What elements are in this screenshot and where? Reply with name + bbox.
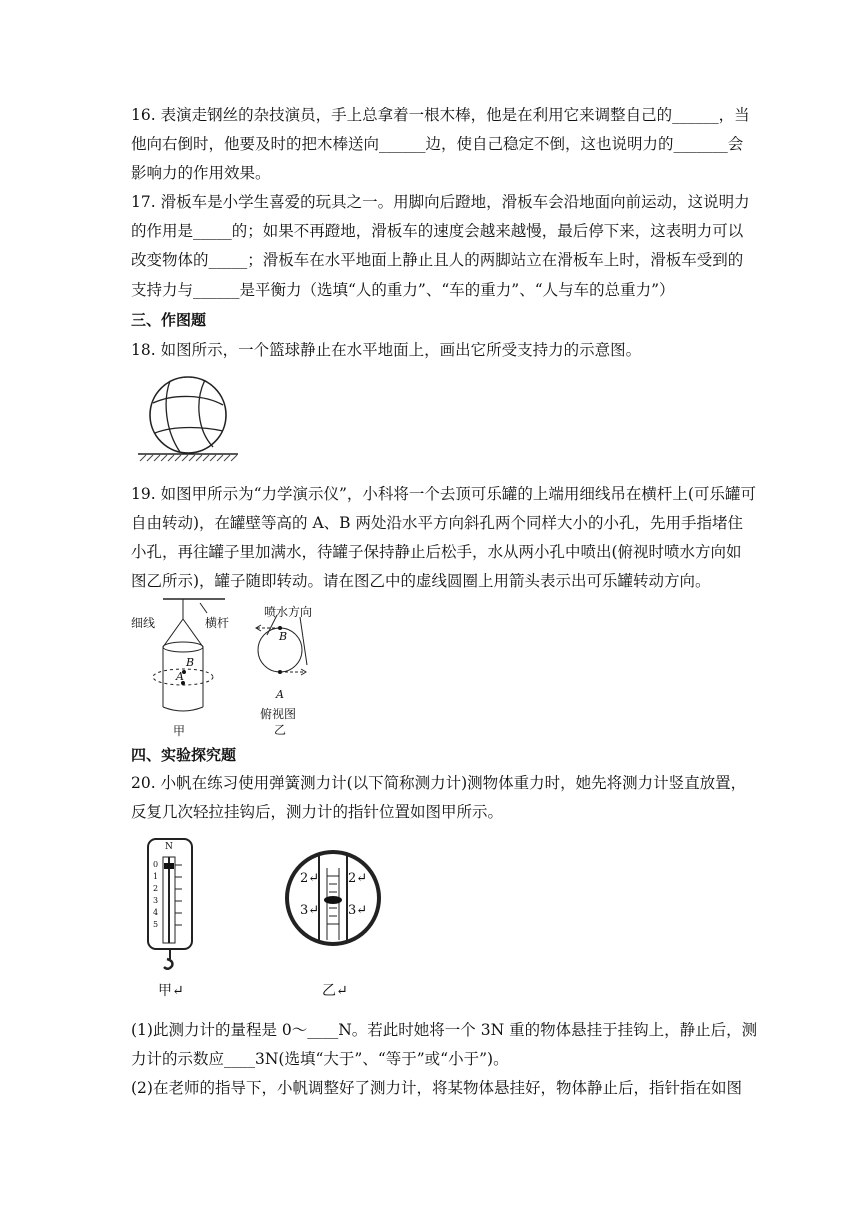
q19-line4: 图乙所示)，罐子随即转动。请在图乙中的虚线圆圈上用箭头表示出可乐罐转动方向。 (131, 572, 711, 590)
label-jia-fig20: 甲↵ (158, 983, 184, 999)
label-yi-fig19: 乙 (274, 723, 287, 737)
spring-scale-figure (140, 835, 200, 975)
label-xixian: 细线 (131, 616, 156, 630)
label-fushitu: 俯视图 (260, 707, 297, 721)
q18-text: 18. 如图所示，一个篮球静止在水平地面上，画出它所受支持力的示意图。 (131, 341, 642, 359)
scale-number-2: 2 (153, 884, 159, 893)
scale-number-0: 0 (153, 860, 159, 869)
scale-unit: N (165, 842, 173, 852)
scale-number-5: 5 (153, 920, 159, 929)
dial-mark-2-left: 2↵ (300, 871, 320, 886)
magnified-dial-figure (283, 848, 383, 948)
scale-number-4: 4 (153, 908, 159, 917)
label-henggan: 横杆 (205, 616, 230, 630)
label-penshui: 喷水方向 (264, 605, 313, 619)
q17-line4: 支持力与______是平衡力（选填“人的重力”、“车的重力”、“人与车的总重力”） (131, 281, 675, 299)
q20-part1-line1: (1)此测力计的量程是 0～____N。若此时她将一个 3N 重的物体悬挂于挂钩上，静止后，测 (131, 1021, 758, 1039)
dial-mark-3-left: 3↵ (300, 903, 320, 918)
section-heading-3: 三、作图题 (131, 311, 207, 329)
scale-number-1: 1 (153, 872, 159, 881)
q20-line1: 20. 小帆在练习使用弹簧测力计(以下简称测力计)测物体重力时，她先将测力计竖直放置， (131, 774, 747, 792)
q19-line1: 19. 如图甲所示为“力学演示仪”，小科将一个去顶可乐罐的上端用细线吊在横杆上(可乐罐可 (131, 485, 756, 503)
q17-line1: 17. 滑板车是小学生喜爱的玩具之一。用脚向后蹬地，滑板车会沿地面向前运动，这说明力 (131, 193, 750, 211)
q17-line2: 的作用是_____的；如果不再蹬地，滑板车的速度会越来越慢，最后停下来，这表明力可以 (131, 222, 744, 240)
dial-mark-2-right: 2↵ (348, 871, 368, 886)
q16-line3: 影响力的作用效果。 (131, 164, 271, 182)
basketball-figure (135, 375, 245, 465)
label-yi-fig20: 乙↵ (322, 983, 348, 999)
label-b-jia: B (186, 656, 195, 669)
label-b-yi: B (279, 630, 288, 643)
label-a-jia: A (176, 670, 184, 683)
q16-line2: 他向右倒时，他要及时的把木棒送向______边，使自己稳定不倒，这也说明力的_______会 (131, 135, 744, 153)
q20-part1-line2: 力计的示数应____3N(选填“大于”、“等于”或“小于”)。 (131, 1050, 509, 1068)
label-a-yi: A (276, 688, 284, 701)
q16-line1: 16. 表演走钢丝的杂技演员，手上总拿着一根木棒，他是在利用它来调整自己的______，当 (131, 106, 750, 124)
q19-line2: 自由转动)，在罐壁等高的 A、B 两处沿水平方向斜孔两个同样大小的小孔，先用手指堵住 (131, 514, 743, 532)
q20-part2-line1: (2)在老师的指导下，小帆调整好了测力计，将某物体悬挂好，物体静止后，指针指在如图 (131, 1079, 742, 1097)
q20-line2: 反复几次轻拉挂钩后，测力计的指针位置如图甲所示。 (131, 803, 504, 821)
q19-line3: 小孔，再往罐子里加满水，待罐子保持静止后松手，水从两小孔中喷出(俯视时喷水方向如 (131, 543, 742, 561)
section-heading-4: 四、实验探究题 (131, 746, 237, 764)
q17-line3: 改变物体的_____；滑板车在水平地面上静止且人的两脚站立在滑板车上时，滑板车受到的 (131, 251, 744, 269)
label-jia-fig19: 甲 (173, 724, 186, 738)
scale-number-3: 3 (153, 896, 159, 905)
basketball-outline (150, 377, 226, 453)
dial-mark-3-right: 3↵ (348, 903, 368, 918)
can-demo-figure (125, 595, 350, 740)
